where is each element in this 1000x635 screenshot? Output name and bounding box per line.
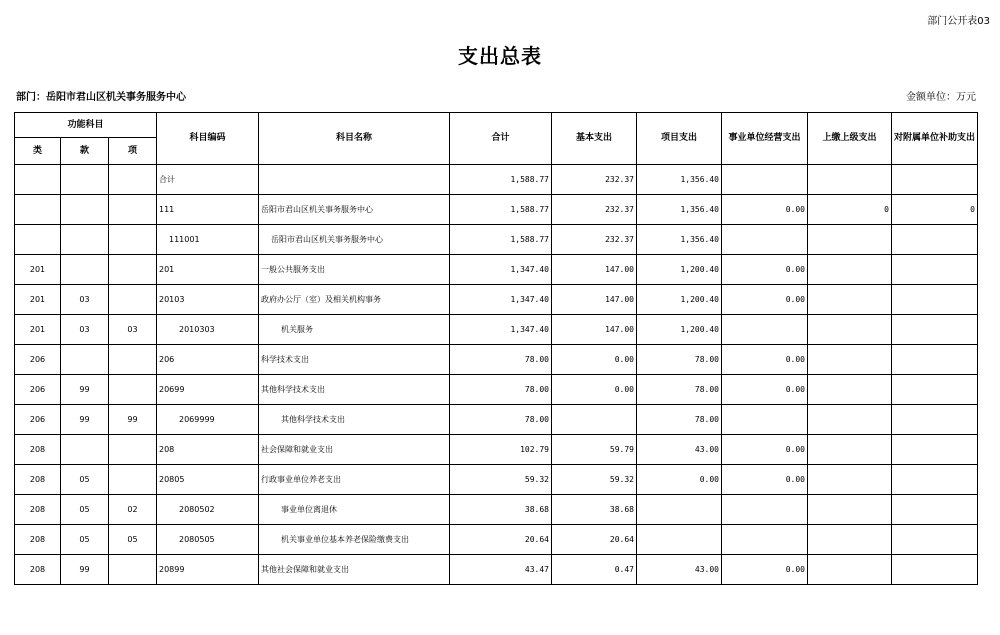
cell-subsidy xyxy=(892,345,978,375)
cell-kuan: 03 xyxy=(61,315,109,345)
cell-code: 合计 xyxy=(157,165,259,195)
cell-code: 206 xyxy=(157,345,259,375)
cell-basic: 232.37 xyxy=(552,225,637,255)
cell-name: 机关事业单位基本养老保险缴费支出 xyxy=(259,525,450,555)
cell-basic: 232.37 xyxy=(552,195,637,225)
cell-name: 政府办公厅（室）及相关机构事务 xyxy=(259,285,450,315)
table-row xyxy=(15,345,978,375)
header-total: 合计 xyxy=(450,113,552,165)
expenditure-table xyxy=(14,112,978,585)
cell-name: 科学技术支出 xyxy=(259,345,450,375)
cell-xiang xyxy=(109,225,157,255)
cell-upper xyxy=(808,315,892,345)
cell-xiang xyxy=(109,465,157,495)
cell-project: 1,356.40 xyxy=(637,225,722,255)
cell-kuan xyxy=(61,255,109,285)
cell-total: 59.32 xyxy=(450,465,552,495)
cell-total: 1,588.77 xyxy=(450,225,552,255)
cell-name: 机关服务 xyxy=(259,315,450,345)
cell-kuan: 05 xyxy=(61,495,109,525)
table-row xyxy=(15,465,978,495)
page-title: 支出总表 xyxy=(458,44,542,68)
cell-name: 其他科学技术支出 xyxy=(259,375,450,405)
cell-xiang xyxy=(109,345,157,375)
cell-xiang: 02 xyxy=(109,495,157,525)
cell-name: 其他科学技术支出 xyxy=(259,405,450,435)
cell-upper xyxy=(808,525,892,555)
table-row xyxy=(15,165,978,195)
header-lei: 类 xyxy=(15,138,61,165)
cell-upper: 0 xyxy=(808,195,892,225)
cell-name: 岳阳市君山区机关事务服务中心 xyxy=(259,225,450,255)
cell-kuan xyxy=(61,345,109,375)
cell-upper xyxy=(808,255,892,285)
cell-project xyxy=(637,525,722,555)
cell-basic: 0.00 xyxy=(552,375,637,405)
cell-subsidy xyxy=(892,255,978,285)
form-number: 部门公开表03 xyxy=(927,16,990,27)
cell-name: 社会保障和就业支出 xyxy=(259,435,450,465)
cell-basic xyxy=(552,405,637,435)
header-project: 项目支出 xyxy=(637,113,722,165)
cell-code: 111 xyxy=(157,195,259,225)
cell-total: 78.00 xyxy=(450,375,552,405)
cell-name: 其他社会保障和就业支出 xyxy=(259,555,450,585)
cell-total: 38.68 xyxy=(450,495,552,525)
table-row xyxy=(15,285,978,315)
cell-basic: 59.32 xyxy=(552,465,637,495)
cell-code: 20805 xyxy=(157,465,259,495)
cell-subsidy xyxy=(892,315,978,345)
header-name: 科目名称 xyxy=(259,113,450,165)
cell-project xyxy=(637,495,722,525)
cell-project: 1,200.40 xyxy=(637,255,722,285)
cell-code: 2080505 xyxy=(157,525,259,555)
cell-lei: 201 xyxy=(15,285,61,315)
cell-business: 0.00 xyxy=(722,195,808,225)
cell-kuan: 05 xyxy=(61,525,109,555)
table-row xyxy=(15,405,978,435)
cell-total: 20.64 xyxy=(450,525,552,555)
cell-total: 1,588.77 xyxy=(450,165,552,195)
cell-basic: 0.47 xyxy=(552,555,637,585)
cell-upper xyxy=(808,495,892,525)
cell-upper xyxy=(808,285,892,315)
cell-total: 1,347.40 xyxy=(450,255,552,285)
cell-upper xyxy=(808,465,892,495)
cell-business xyxy=(722,315,808,345)
table-row xyxy=(15,225,978,255)
cell-total: 1,347.40 xyxy=(450,315,552,345)
cell-basic: 232.37 xyxy=(552,165,637,195)
cell-subsidy xyxy=(892,525,978,555)
cell-subsidy xyxy=(892,375,978,405)
cell-subsidy xyxy=(892,285,978,315)
cell-project: 78.00 xyxy=(637,345,722,375)
cell-basic: 147.00 xyxy=(552,285,637,315)
header-xiang: 项 xyxy=(109,138,157,165)
cell-subsidy xyxy=(892,465,978,495)
cell-business: 0.00 xyxy=(722,285,808,315)
cell-kuan xyxy=(61,225,109,255)
amount-unit-label: 金额单位：万元 xyxy=(906,92,976,103)
cell-business: 0.00 xyxy=(722,375,808,405)
cell-total: 1,347.40 xyxy=(450,285,552,315)
cell-kuan: 99 xyxy=(61,555,109,585)
cell-business: 0.00 xyxy=(722,255,808,285)
cell-project: 78.00 xyxy=(637,405,722,435)
cell-business xyxy=(722,405,808,435)
cell-business: 0.00 xyxy=(722,465,808,495)
cell-lei: 208 xyxy=(15,435,61,465)
cell-business xyxy=(722,495,808,525)
cell-project: 0.00 xyxy=(637,465,722,495)
cell-project: 1,200.40 xyxy=(637,285,722,315)
cell-lei: 208 xyxy=(15,465,61,495)
cell-upper xyxy=(808,165,892,195)
department-label: 部门：岳阳市君山区机关事务服务中心 xyxy=(16,92,186,103)
cell-basic: 20.64 xyxy=(552,525,637,555)
cell-xiang xyxy=(109,285,157,315)
cell-xiang xyxy=(109,165,157,195)
cell-code: 201 xyxy=(157,255,259,285)
cell-lei xyxy=(15,195,61,225)
table-row xyxy=(15,375,978,405)
cell-lei xyxy=(15,225,61,255)
cell-basic: 147.00 xyxy=(552,255,637,285)
cell-upper xyxy=(808,375,892,405)
cell-lei: 206 xyxy=(15,405,61,435)
cell-subsidy xyxy=(892,165,978,195)
cell-basic: 38.68 xyxy=(552,495,637,525)
cell-xiang xyxy=(109,435,157,465)
cell-business: 0.00 xyxy=(722,555,808,585)
cell-code: 2010303 xyxy=(157,315,259,345)
cell-project: 43.00 xyxy=(637,435,722,465)
cell-business: 0.00 xyxy=(722,345,808,375)
cell-xiang: 03 xyxy=(109,315,157,345)
header-upper: 上缴上级支出 xyxy=(808,113,892,165)
table-row xyxy=(15,525,978,555)
header-kuan: 款 xyxy=(61,138,109,165)
cell-xiang xyxy=(109,375,157,405)
header-code: 科目编码 xyxy=(157,113,259,165)
cell-upper xyxy=(808,405,892,435)
cell-lei xyxy=(15,165,61,195)
cell-xiang xyxy=(109,555,157,585)
cell-lei: 206 xyxy=(15,375,61,405)
cell-total: 102.79 xyxy=(450,435,552,465)
cell-code: 2069999 xyxy=(157,405,259,435)
cell-kuan: 99 xyxy=(61,375,109,405)
table-row xyxy=(15,495,978,525)
cell-subsidy xyxy=(892,225,978,255)
cell-basic: 0.00 xyxy=(552,345,637,375)
cell-lei: 208 xyxy=(15,555,61,585)
cell-xiang: 05 xyxy=(109,525,157,555)
cell-basic: 59.79 xyxy=(552,435,637,465)
cell-name: 行政事业单位养老支出 xyxy=(259,465,450,495)
cell-lei: 201 xyxy=(15,315,61,345)
table-row xyxy=(15,555,978,585)
table-row xyxy=(15,195,978,225)
cell-project: 1,356.40 xyxy=(637,165,722,195)
cell-lei: 208 xyxy=(15,495,61,525)
cell-business xyxy=(722,525,808,555)
cell-total: 43.47 xyxy=(450,555,552,585)
cell-subsidy: 0 xyxy=(892,195,978,225)
cell-total: 78.00 xyxy=(450,405,552,435)
cell-name: 事业单位离退休 xyxy=(259,495,450,525)
cell-xiang xyxy=(109,195,157,225)
cell-business xyxy=(722,165,808,195)
cell-code: 20699 xyxy=(157,375,259,405)
cell-xiang: 99 xyxy=(109,405,157,435)
header-func-subject: 功能科目 xyxy=(15,113,157,138)
cell-project: 78.00 xyxy=(637,375,722,405)
table-row xyxy=(15,255,978,285)
cell-project: 1,200.40 xyxy=(637,315,722,345)
cell-kuan xyxy=(61,165,109,195)
cell-name xyxy=(259,165,450,195)
cell-subsidy xyxy=(892,555,978,585)
cell-xiang xyxy=(109,255,157,285)
cell-upper xyxy=(808,225,892,255)
cell-lei: 208 xyxy=(15,525,61,555)
cell-kuan: 05 xyxy=(61,465,109,495)
cell-name: 岳阳市君山区机关事务服务中心 xyxy=(259,195,450,225)
cell-upper xyxy=(808,555,892,585)
cell-project: 43.00 xyxy=(637,555,722,585)
cell-upper xyxy=(808,435,892,465)
header-business: 事业单位经营支出 xyxy=(722,113,808,165)
cell-subsidy xyxy=(892,435,978,465)
header-basic: 基本支出 xyxy=(552,113,637,165)
cell-code: 2080502 xyxy=(157,495,259,525)
cell-business xyxy=(722,225,808,255)
cell-kuan xyxy=(61,195,109,225)
cell-name: 一般公共服务支出 xyxy=(259,255,450,285)
cell-code: 208 xyxy=(157,435,259,465)
cell-basic: 147.00 xyxy=(552,315,637,345)
cell-upper xyxy=(808,345,892,375)
cell-lei: 201 xyxy=(15,255,61,285)
cell-total: 78.00 xyxy=(450,345,552,375)
cell-kuan: 99 xyxy=(61,405,109,435)
cell-kuan xyxy=(61,435,109,465)
table-row xyxy=(15,315,978,345)
cell-kuan: 03 xyxy=(61,285,109,315)
cell-code: 20103 xyxy=(157,285,259,315)
cell-subsidy xyxy=(892,495,978,525)
cell-business: 0.00 xyxy=(722,435,808,465)
table-row xyxy=(15,435,978,465)
cell-subsidy xyxy=(892,405,978,435)
header-subsidy: 对附属单位补助支出 xyxy=(892,113,978,165)
cell-code: 111001 xyxy=(157,225,259,255)
cell-project: 1,356.40 xyxy=(637,195,722,225)
cell-lei: 206 xyxy=(15,345,61,375)
cell-code: 20899 xyxy=(157,555,259,585)
cell-total: 1,588.77 xyxy=(450,195,552,225)
